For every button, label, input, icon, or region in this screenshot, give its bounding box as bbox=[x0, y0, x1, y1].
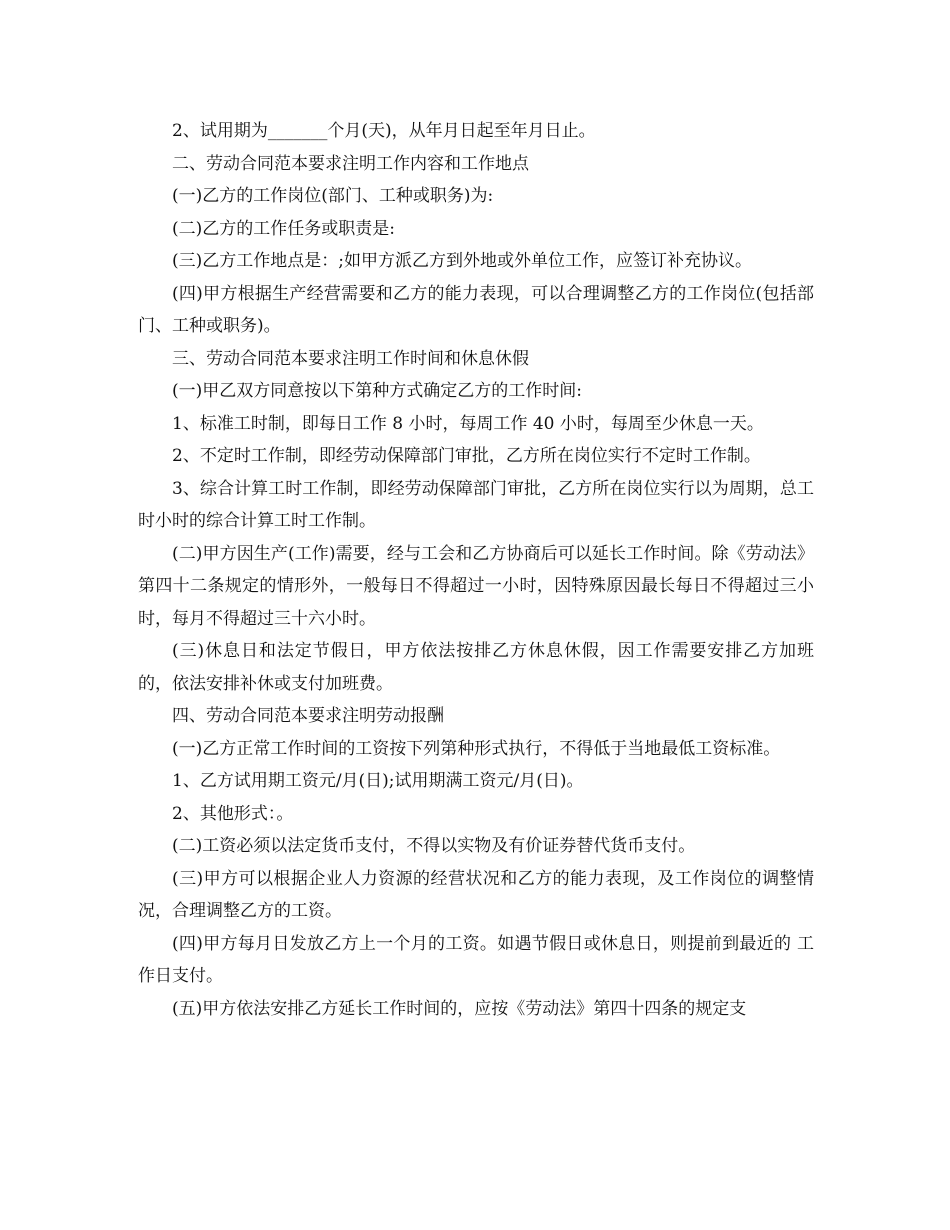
paragraph-holidays: (三)休息日和法定节假日，甲方依法按排乙方休息休假，因工作需要安排乙方加班的，依法安排补休或支付加班费。 bbox=[138, 641, 814, 694]
paragraph-work-location: (三)乙方工作地点是：;如甲方派乙方到外地或外单位工作，应签订补充协议。 bbox=[172, 251, 752, 271]
heading-remuneration: 四、劳动合同范本要求注明劳动报酬 bbox=[172, 706, 444, 726]
document-body bbox=[138, 115, 814, 1025]
paragraph-overtime-pay: (五)甲方依法安排乙方延长工作时间的，应按《劳动法》第四十四条的规定支 bbox=[172, 998, 747, 1019]
paragraph-work-hours-method: (一)甲乙双方同意按以下第种方式确定乙方的工作时间: bbox=[172, 381, 582, 401]
paragraph-other-forms: 2、其他形式：。 bbox=[172, 803, 294, 824]
paragraph-wage-adjustment: (三)甲方可以根据企业人力资源的经营状况和乙方的能力表现，及工作岗位的调整情况，合理调整乙方的工资。 bbox=[138, 868, 814, 921]
paragraph-standard-hours: 1、标准工时制，即每日工作 8 小时，每周工作 40 小时，每周至少休息一天。 bbox=[172, 413, 764, 434]
paragraph-currency-payment: (二)工资必须以法定货币支付，不得以实物及有价证券替代货币支付。 bbox=[172, 836, 696, 856]
paragraph-comprehensive-hours: 3、综合计算工时工作制，即经劳动保障部门审批，乙方所在岗位实行以为周期，总工时小时的综合计算工时工作制。 bbox=[138, 478, 814, 531]
heading-work-content-location: 二、劳动合同范本要求注明工作内容和工作地点 bbox=[172, 153, 529, 174]
paragraph-job-duties: (二)乙方的工作任务或职责是: bbox=[172, 218, 395, 239]
paragraph-job-position: (一)乙方的工作岗位(部门、工种或职务)为: bbox=[172, 186, 494, 206]
paragraph-wage-form: (一)乙方正常工作时间的工资按下列第种形式执行，不得低于当地最低工资标准。 bbox=[172, 738, 781, 759]
paragraph-flexible-hours: 2、不定时工作制，即经劳动保障部门审批，乙方所在岗位实行不定时工作制。 bbox=[172, 446, 761, 466]
paragraph-position-adjustment: (四)甲方根据生产经营需要和乙方的能力表现，可以合理调整乙方的工作岗位(包括部门、工种或职务)。 bbox=[138, 283, 814, 336]
paragraph-probation-wage: 1、乙方试用期工资元/月(日);试用期满工资元/月(日)。 bbox=[172, 771, 584, 791]
paragraph-payday: (四)甲方每月日发放乙方上一个月的工资。如遇节假日或休息日，则提前到最近的 工作日支付。 bbox=[138, 933, 814, 986]
heading-work-hours-rest: 三、劳动合同范本要求注明工作时间和休息休假 bbox=[172, 348, 529, 369]
paragraph-probation-period: 2、试用期为_______个月(天)，从年月日起至年月日止。 bbox=[172, 121, 596, 141]
paragraph-overtime-limits: (二)甲方因生产(工作)需要，经与工会和乙方协商后可以延长工作时间。除《劳动法》第四十二条规定的情形外，一般每日不得超过一小时，因特殊原因最长每日不得超过三小时，每月不得超过三十六小时。 bbox=[138, 543, 814, 629]
